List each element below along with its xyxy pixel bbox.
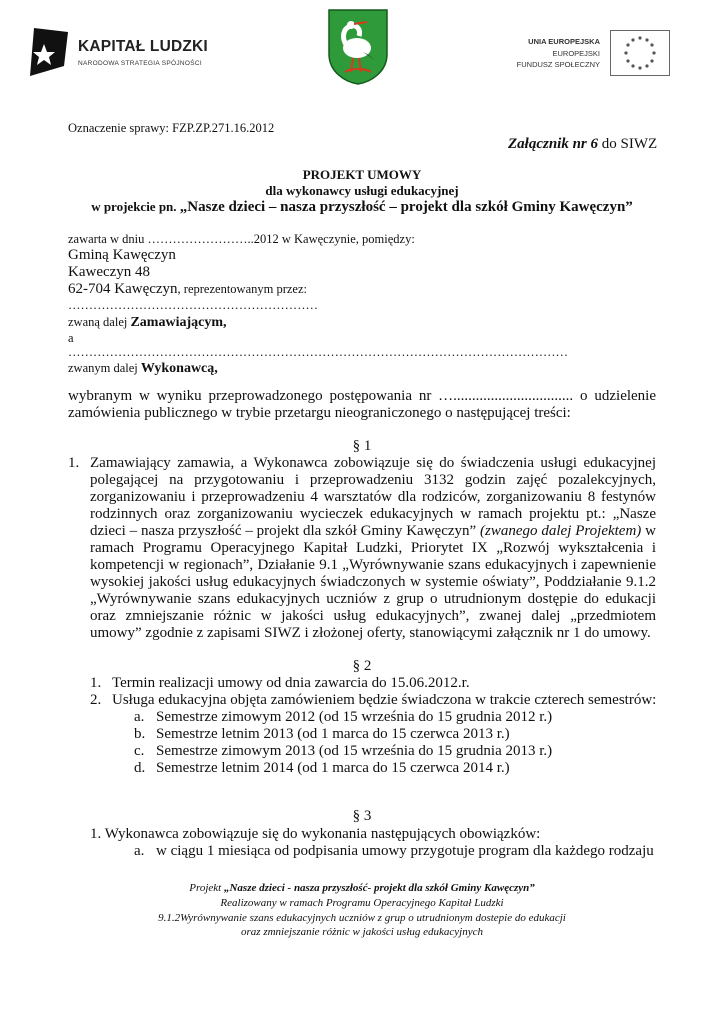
eu-line2: EUROPEJSKI — [552, 49, 600, 58]
party1-addr1: Kaweczyn 48 — [68, 264, 151, 280]
doc-subtitle2 — [0, 198, 724, 216]
kapital-ludzki-title: KAPITAŁ LUDZKI — [78, 38, 208, 55]
s2-item-1-num: 1. — [90, 675, 102, 691]
footer-line-1 — [0, 881, 724, 895]
s1-text-italic: (zwanego dalej Projektem) — [480, 523, 642, 539]
called-contractor: Wykonawcą, — [140, 361, 218, 376]
footer-line-4: oraz zmniejszanie różnic w jakości usług edukacyjnych — [241, 926, 483, 938]
s1-text-a: Zamawiający zamawia, a Wykonawca zobowiązuje się do świadczenia usługi edukacyjnej polegającej na przygotowaniu i przeprowadzeniu 3132 godzin zajęć pozalekcyjnych, zorganizowaniu i przeprowadzeniu 4 warsztatów dla rodziców, zorganizowaniu 8 festynów rodzinnych oraz zorganizowaniu wycieczek edukacyjnych w ramach projektu pt.: „Nasze dzieci – nasza przyszłość – projekt dla szkół Gminy Kawęczyn” — [90, 455, 656, 539]
footer-line1-prefix: Projekt — [189, 882, 224, 894]
intro-paragraph: wybranym w wyniku przeprowadzonego postępowania nr …................................ o udzielenie zamówienia publicznego w trybie przetargu nieograniczonego o następującej treści: — [68, 388, 656, 421]
s2-item-1-text: Termin realizacji umowy od dnia zawarcia do 15.06.2012.r. — [112, 675, 470, 691]
s1-text-b: w ramach Programu Operacyjnego Kapitał Ludzki, Priorytet IX „Rozwój wykształcenia i kompetencji w regionach”, Działanie 9.1 „Wyrównywanie szans edukacyjnych i zapewnienie wysokiej jakości usług edukacyjnych świadczonych w systemie oświaty”, Poddziałanie 9.1.2 „Wyrównywanie szans edukacyjnych uczniów z grup o utrudnionym dostępie do edukacji oraz zmniejszanie różnic w jakości usług edukacyjnych”, zwanej dalej „przedmiotem umowy” zgodnie z zapisami SIWZ i złożonej oferty, stanowiącymi załącznik nr 1 do umowy. — [90, 523, 656, 641]
eu-efs-logo — [490, 30, 670, 80]
footer-line-3: 9.1.2Wyrównywanie szans edukacyjnych uczniów z grup o utrudnionym dostepie do edukacji — [158, 912, 566, 924]
concluded-line: zawarta w dniu ……………………..2012 w Kawęczynie, pomiędzy: — [68, 232, 415, 246]
s2-sub-c-num: c. — [134, 743, 145, 759]
called-client: Zamawiającym, — [130, 315, 227, 330]
s3-item-1: 1. Wykonawca zobowiązuje się do wykonania następujących obowiązków: — [90, 826, 541, 842]
s3-sub-a-text: w ciągu 1 miesiąca od podpisania umowy przygotuje program dla każdego rodzaju — [156, 843, 654, 859]
s3-sub-a-num: a. — [134, 843, 145, 859]
s2-sub-c-text: Semestrze zimowym 2013 (od 15 września do 15 grudnia 2013 r.) — [156, 743, 553, 759]
stork-crest-icon — [327, 8, 389, 86]
kapital-ludzki-subtitle: NARODOWA STRATEGIA SPÓJNOŚCI — [78, 60, 202, 67]
annex-label — [508, 136, 657, 153]
eu-line1: UNIA EUROPEJSKA — [528, 37, 600, 46]
party1-addr2: 62-704 Kawęczyn — [68, 281, 178, 297]
section-1-heading: § 1 — [352, 438, 372, 454]
kaweczyn-coat-of-arms — [327, 8, 389, 86]
and-line: a — [68, 331, 74, 345]
doc-subtitle2-prefix: w projekcie pn. — [91, 199, 180, 214]
annex-bold: Załącznik nr 6 — [508, 136, 599, 152]
section-1-item-number: 1. — [68, 455, 80, 471]
section-3-heading: § 3 — [352, 808, 372, 824]
eu-flag-icon — [610, 30, 670, 76]
called-client-pre: zwaną dalej — [68, 315, 131, 329]
section-2-heading: § 2 — [352, 658, 372, 674]
s2-sub-a-num: a. — [134, 709, 145, 725]
doc-subtitle2-project: „Nasze dzieci – nasza przyszłość – projekt dla szkół Gminy Kawęczyn” — [179, 199, 633, 215]
called-contractor-pre: zwanym dalej — [68, 361, 141, 375]
s2-sub-d-text: Semestrze letnim 2014 (od 1 marca do 15 czerwca 2014 r.) — [156, 760, 510, 776]
footer-line-2: Realizowany w ramach Programu Operacyjnego Kapitał Ludzki — [220, 897, 504, 909]
s2-sub-d-num: d. — [134, 760, 146, 776]
party1-name: Gminą Kawęczyn — [68, 247, 176, 263]
dots-line-1: …………………………………………………… — [68, 298, 318, 312]
s2-sub-b-num: b. — [134, 726, 146, 742]
s2-item-2-text: Usługa edukacyjna objęta zamówieniem będzie świadczona w trakcie czterech semestrów: — [112, 692, 657, 708]
s2-item-2-num: 2. — [90, 692, 102, 708]
case-mark: Oznaczenie sprawy: FZP.ZP.271.16.2012 — [68, 121, 275, 135]
kapital-ludzki-logo — [22, 22, 222, 84]
doc-subtitle1: dla wykonawcy usługi edukacyjnej — [265, 183, 459, 198]
footer-project-name: „Nasze dzieci - nasza przyszłość- projekt dla szkół Gminy Kawęczyn” — [223, 882, 535, 894]
party1-addr2-line — [68, 281, 307, 298]
kapital-ludzki-star-icon — [24, 26, 70, 78]
dots-line-2: ………………………………………………………………………………………………………… — [68, 345, 568, 359]
doc-title: PROJEKT UMOWY — [302, 167, 422, 182]
s2-sub-b-text: Semestrze letnim 2013 (od 1 marca do 15 czerwca 2013 r.) — [156, 726, 510, 742]
called-client-line — [68, 314, 227, 331]
annex-rest: do SIWZ — [598, 136, 658, 152]
called-contractor-line — [68, 360, 218, 377]
party1-rep: , reprezentowanym przez: — [177, 282, 307, 296]
eu-line3: FUNDUSZ SPOŁECZNY — [516, 60, 600, 69]
section-1-paragraph — [90, 455, 656, 642]
s2-sub-a-text: Semestrze zimowym 2012 (od 15 września do 15 grudnia 2012 r.) — [156, 709, 553, 725]
